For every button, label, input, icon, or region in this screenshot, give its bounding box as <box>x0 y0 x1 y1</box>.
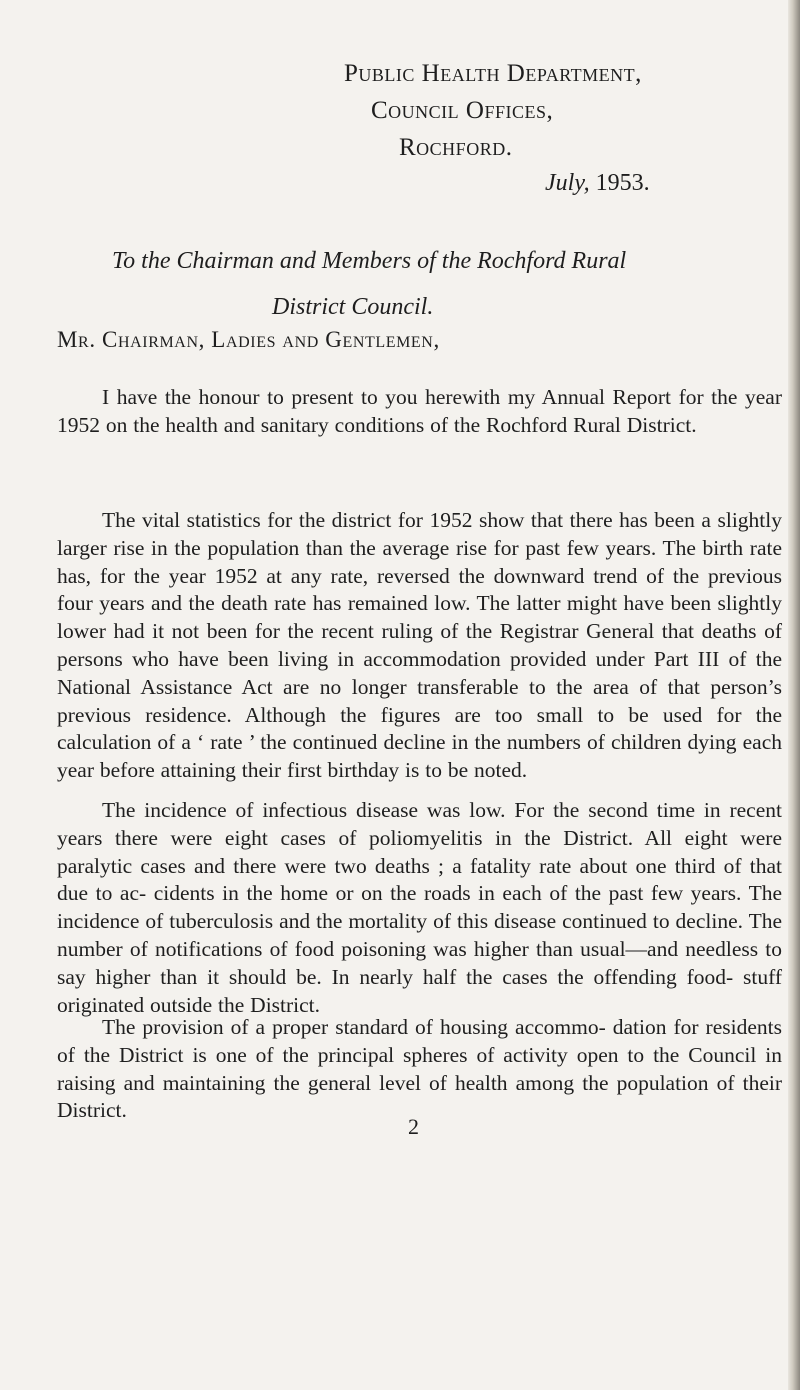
paragraph-housing: The provision of a proper standard of housing accommo- dation for residents of the District is one of the principal spheres of activity open to the Council in raising and maintaining the general level of health among the population of their District. <box>57 1015 782 1123</box>
date-year: 1953. <box>595 170 650 196</box>
letterhead-offices: Council Offices, <box>371 97 554 124</box>
addressee-line-1: To the Chairman and Members of the Rochford Rural <box>112 248 627 274</box>
date-month: July, <box>545 170 590 196</box>
page-edge-shadow <box>788 0 800 1390</box>
addressee <box>112 238 752 330</box>
paragraph-infectious-disease: The incidence of infectious disease was low. For the second time in recent years there were eight cases of poliomyelitis in the District. All eight were paralytic cases and there were two deaths ; a fatality rate about one third of that due to ac- cidents in the home or on the roads in each of the past few years. The incidence of tuberculosis and the mortality of this disease continued to decline. The number of notifications of food poisoning was higher than usual—and needless to say higher than it should be. In nearly half the cases the offending food- stuff originated outside the District. <box>57 798 782 1017</box>
letterhead-town: Rochford. <box>399 134 513 161</box>
salutation: Mr. Chairman, Ladies and Gentlemen, <box>57 327 440 352</box>
page-number: 2 <box>408 1114 419 1139</box>
letterhead-department: Public Health Department, <box>344 60 642 87</box>
addressee-line-2: District Council. <box>272 294 434 320</box>
letterhead <box>344 55 764 166</box>
letter-date <box>545 170 650 197</box>
paragraph-intro: I have the honour to present to you herewith my Annual Report for the year 1952 on the health and sanitary conditions of the Rochford Rural District. <box>57 385 782 437</box>
paragraph-vital-statistics: The vital statistics for the district for 1952 show that there has been a slightly larger rise in the population than the average rise for past few years. The birth rate has, for the year 1952 at any rate, reversed the downward trend of the previous four years and the death rate has remained low. The latter might have been slightly lower had it not been for the recent ruling of the Registrar General that deaths of persons who have been living in accommodation provided under Part III of the National Assistance Act are no longer transferable to the area of that person’s previous residence. Although the figures are too small to be used for the calculation of a ‘ rate ’ the continued decline in the numbers of children dying each year before attaining their first birthday is to be noted. <box>57 508 782 783</box>
